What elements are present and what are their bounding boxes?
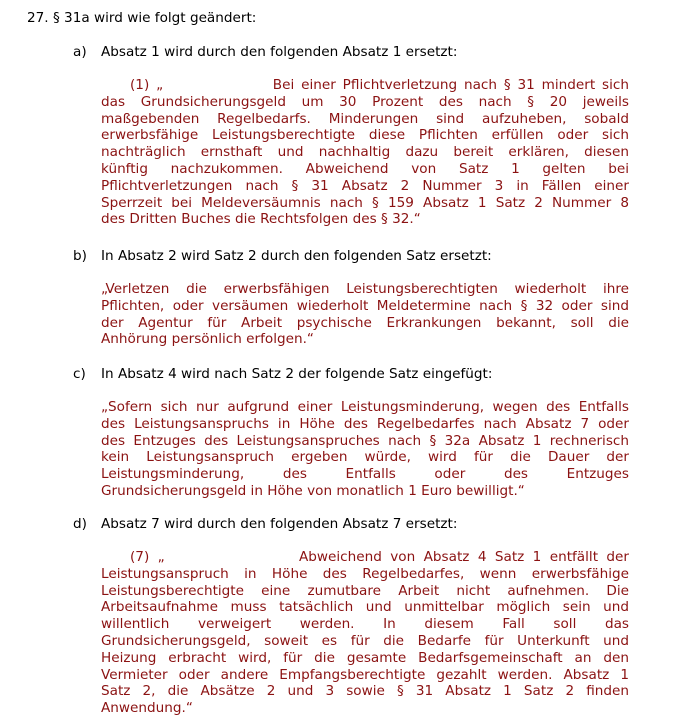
- quoted-line: Vermieter oder andere Empfangsberechtigte gezahlt werden. Absatz 1: [101, 666, 629, 683]
- quoted-line: Grundsicherungsgeld, soweit es für die Bedarfe für Unterkunft und: [101, 632, 629, 649]
- quoted-line: willentlich verweigert werden. In diesem Fall soll das: [101, 616, 629, 633]
- quoted-line: (1) „ Bei einer Pflichtverletzung nach § 31 mindert sich: [130, 77, 629, 93]
- quoted-line: Leistungsminderung, des Entfalls oder des Entzuges: [101, 466, 629, 483]
- quoted-line: künftig nachzukommen. Abweichend von Satz 1 gelten bei: [101, 160, 629, 177]
- quoted-line: Anhörung persönlich erfolgen.“: [101, 331, 314, 348]
- amendment-heading: 27. § 31a wird wie folgt geändert:: [27, 10, 257, 26]
- quoted-line: erwerbsfähige Leistungsberechtigte diese Pflichten erfüllen oder sich: [101, 127, 629, 144]
- item-label: b): [73, 248, 87, 264]
- quoted-line: des Leistungsanspruchs in Höhe des Regelbedarfes nach Absatz 7 oder: [101, 415, 629, 432]
- quoted-line: Satz 2, die Absätze 2 und 3 sowie § 31 Absatz 1 Satz 2 finden: [101, 683, 629, 700]
- quoted-line: des Dritten Buches die Rechtsfolgen des § 32.“: [101, 211, 421, 228]
- item-label: d): [73, 516, 87, 532]
- item-label: c): [73, 366, 86, 382]
- quoted-line: (7) „ Abweichend von Absatz 4 Satz 1 entfällt der: [130, 549, 629, 565]
- item-instruction: In Absatz 2 wird Satz 2 durch den folgenden Satz ersetzt:: [101, 248, 492, 264]
- item-instruction: Absatz 7 wird durch den folgenden Absatz 7 ersetzt:: [101, 516, 458, 532]
- quoted-text: [101, 77, 629, 228]
- item-instruction: In Absatz 4 wird nach Satz 2 der folgende Satz eingefügt:: [101, 366, 493, 382]
- quoted-line: Leistungsanspruch in Höhe des Regelbedarfes, wenn erwerbsfähige: [101, 565, 629, 582]
- quoted-line: Arbeitsaufnahme muss tatsächlich und unmittelbar möglich sein und: [101, 599, 629, 616]
- quoted-line: kein Leistungsanspruch ergeben würde, wird für die Dauer der: [101, 449, 629, 466]
- quoted-line: „Verletzen die erwerbsfähigen Leistungsberechtigten wiederholt ihre: [101, 281, 629, 297]
- quoted-line: der Agentur für Arbeit psychische Erkrankungen bekannt, soll die: [101, 314, 629, 331]
- quoted-line: „Sofern sich nur aufgrund einer Leistungsminderung, wegen des Entfalls: [101, 399, 629, 415]
- quoted-line: nachträglich ernsthaft und nachhaltig dazu bereit erklären, diesen: [101, 144, 629, 161]
- quoted-line: Pflichten, oder versäumen wiederholt Meldetermine nach § 32 oder sind: [101, 297, 629, 314]
- item-label: a): [73, 44, 87, 60]
- quoted-line: Anwendung.“: [101, 700, 193, 717]
- item-instruction: Absatz 1 wird durch den folgenden Absatz 1 ersetzt:: [101, 44, 458, 60]
- quoted-line: Sperrzeit bei Meldeversäumnis nach § 159 Absatz 1 Satz 2 Nummer 8: [101, 194, 629, 211]
- quoted-line: des Entzuges des Leistungsanspruches nach § 32a Absatz 1 rechnerisch: [101, 432, 629, 449]
- quoted-text: [101, 281, 629, 348]
- quoted-line: Leistungsberechtigte eine zumutbare Arbeit nicht aufnehmen. Die: [101, 582, 629, 599]
- quoted-line: das Grundsicherungsgeld um 30 Prozent des nach § 20 jeweils: [101, 93, 629, 110]
- quoted-line: Heizung erbracht wird, für die gesamte Bedarfsgemeinschaft an den: [101, 649, 629, 666]
- quoted-line: maßgebenden Regelbedarfs. Minderungen sind aufzuheben, sobald: [101, 110, 629, 127]
- quoted-text: [101, 549, 629, 717]
- quoted-line: Grundsicherungsgeld in Höhe von monatlich 1 Euro bewilligt.“: [101, 482, 525, 499]
- quoted-text: [101, 399, 629, 500]
- quoted-line: Pflichtverletzungen nach § 31 Absatz 2 Nummer 3 in Fällen einer: [101, 177, 629, 194]
